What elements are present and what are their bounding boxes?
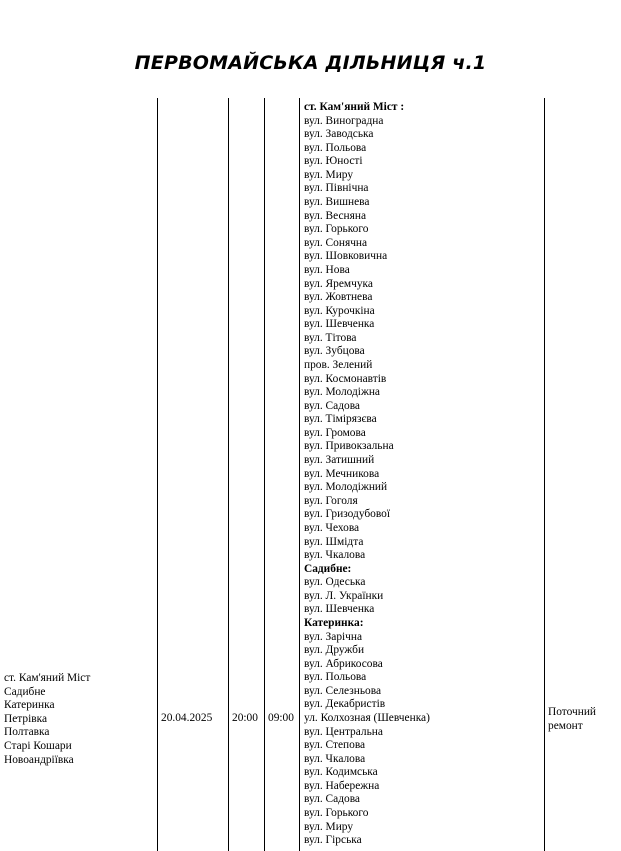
street-name: вул. Польова [304, 141, 367, 154]
street-name: вул. Громова [304, 426, 366, 439]
outage-date: 20.04.2025 [161, 712, 213, 724]
street-name: вул. Жовтнева [304, 291, 373, 304]
street-name: вул. Молодіжна [304, 386, 380, 399]
street-name: вул. Декабристів [304, 698, 386, 711]
street-name: вул. Чкалова [304, 549, 366, 562]
street-name: вул. Шмідта [304, 535, 364, 548]
outage-start-time: 20:00 [232, 712, 258, 724]
column-divider [544, 98, 545, 851]
street-name: вул. Юності [304, 155, 363, 168]
street-name: вул. Садова [304, 793, 360, 806]
street-name: вул. Горького [304, 807, 369, 820]
settlement-name: Садибне [4, 685, 46, 698]
street-name: ул. Колхозная (Шевченка) [304, 712, 430, 725]
work-type-line: ремонт [548, 719, 583, 732]
street-name: вул. Селезньова [304, 684, 382, 697]
street-name: вул. Тітова [304, 331, 357, 344]
street-name: вул. Польова [304, 671, 367, 684]
street-name: вул. Степова [304, 739, 366, 752]
street-name: вул. Північна [304, 182, 369, 195]
street-name: вул. Гоголя [304, 494, 358, 507]
column-divider [299, 98, 300, 851]
street-name: вул. Чкалова [304, 752, 366, 765]
street-name: вул. Молодіжний [304, 481, 388, 494]
column-divider [157, 98, 158, 851]
street-name: вул. Гризодубової [304, 508, 391, 521]
street-name: вул. Сонячна [304, 236, 368, 249]
work-type-line: Поточний [548, 706, 597, 718]
settlement-name: Петрівка [4, 712, 48, 725]
settlement-name: Полтавка [4, 726, 50, 739]
street-name: вул. Зубцова [304, 345, 365, 358]
street-name: вул. Курочкіна [304, 304, 375, 317]
settlement-name: Новоандріївка [4, 753, 74, 766]
street-name: вул. Мечникова [304, 467, 380, 480]
settlement-name: Катеринка [4, 699, 55, 712]
locality-heading: ст. Кам'яний Міст : [304, 101, 405, 113]
settlement-name: Старі Кошари [4, 739, 72, 752]
settlement-name: ст. Кам'яний Міст [4, 672, 91, 684]
street-name: вул. Центральна [304, 725, 383, 738]
street-name: вул. Горького [304, 223, 369, 236]
street-name: вул. Виноградна [304, 114, 384, 127]
street-name: вул. Одеська [304, 576, 366, 589]
street-name: вул. Чехова [304, 521, 360, 534]
street-name: вул. Садова [304, 399, 360, 412]
street-name: вул. Абрикосова [304, 657, 383, 670]
street-name: вул. Затишний [304, 454, 375, 467]
column-divider [228, 98, 229, 851]
street-name: вул. Привокзальна [304, 440, 394, 453]
locality-heading: Катеринка: [304, 616, 364, 629]
street-name: вул. Набережна [304, 779, 380, 792]
street-name: вул. Л. Українки [304, 589, 384, 602]
street-name: вул. Шевченка [304, 318, 375, 331]
streets-cell [304, 101, 430, 848]
street-name: вул. Гірська [304, 834, 362, 847]
street-name: вул. Яремчука [304, 277, 373, 290]
street-name: вул. Миру [304, 168, 354, 181]
street-name: вул. Дружби [304, 644, 365, 657]
street-name: вул. Заводська [304, 128, 374, 141]
locality-heading: Садибне: [304, 562, 352, 575]
work-type-cell [548, 706, 596, 733]
street-name: вул. Зарічна [304, 630, 363, 643]
column-divider [264, 98, 265, 851]
page-title: ПЕРВОМАЙСЬКА ДІЛЬНИЦЯ ч.1 [134, 52, 487, 74]
street-name: вул. Шовковична [304, 250, 388, 263]
street-name: вул. Весняна [304, 209, 367, 222]
street-name: вул. Миру [304, 820, 354, 833]
street-name: вул. Кодимська [304, 766, 378, 779]
street-name: вул. Шевченка [304, 603, 375, 616]
street-name: вул. Тімірязєва [304, 413, 377, 426]
street-name: вул. Нова [304, 263, 350, 276]
outage-end-time: 09:00 [268, 712, 294, 724]
street-name: вул. Космонавтів [304, 372, 387, 385]
street-name: вул. Вишнева [304, 196, 370, 209]
street-name: пров. Зелений [304, 358, 373, 371]
settlements-cell [4, 672, 90, 767]
